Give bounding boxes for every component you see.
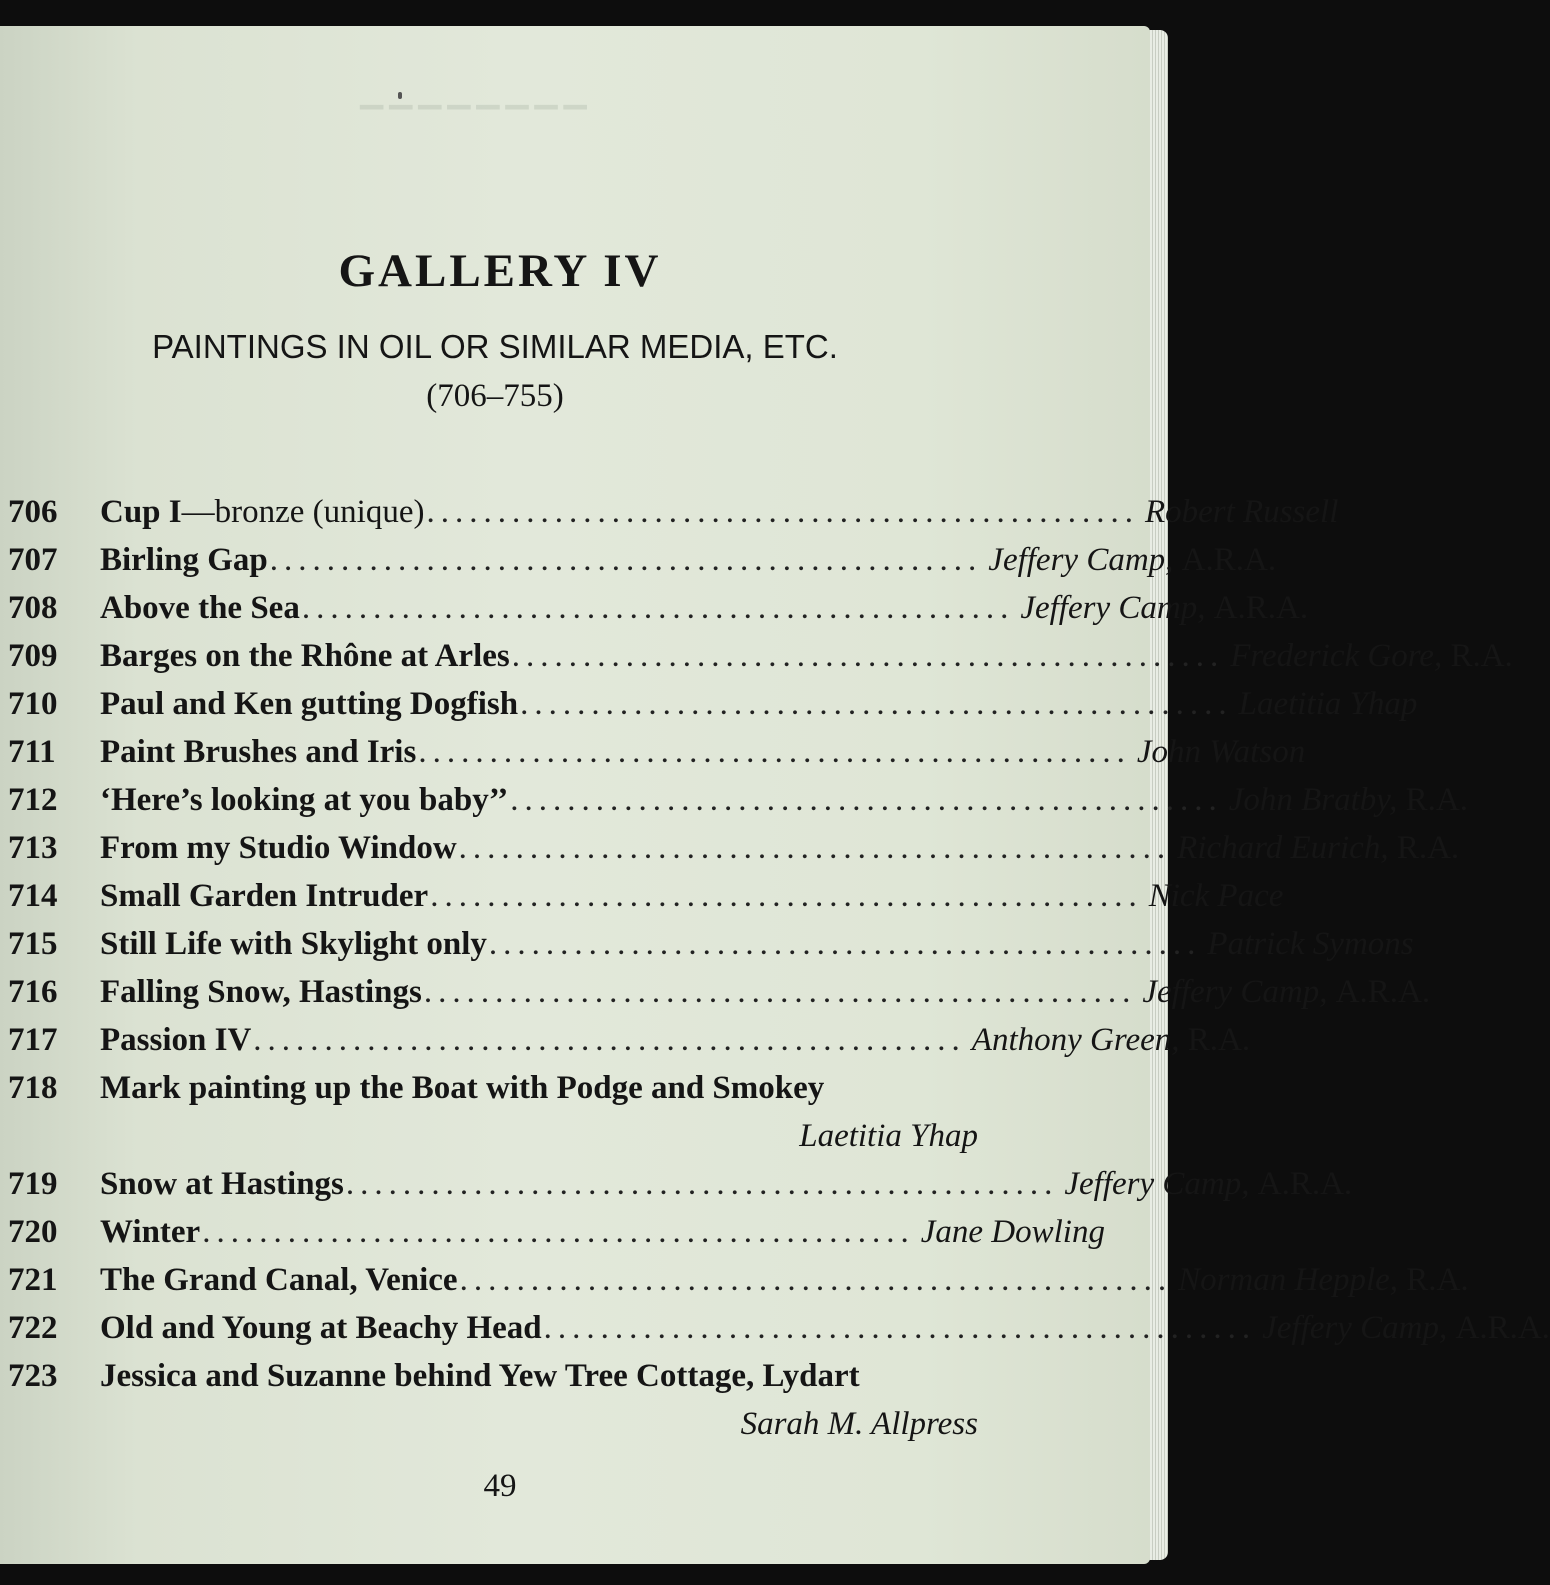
entry-artist: Jeffery Camp, <box>1064 1166 1250 1202</box>
dot-leader: .................................................. <box>488 926 1202 962</box>
entry-artist: Frederick Gore, <box>1230 638 1443 674</box>
entry-title: Birling Gap <box>100 542 268 578</box>
catalogue-entry <box>8 1352 978 1448</box>
dot-leader: .................................................. <box>520 686 1233 722</box>
dot-leader: .................................................. <box>269 542 983 578</box>
entry-title: Paul and Ken gutting Dogfish <box>100 686 519 722</box>
page-number: 49 <box>483 1468 517 1504</box>
catalogue-entry <box>8 1208 1105 1256</box>
artist-honour: R.A. <box>1405 782 1468 818</box>
entry-artist: John Watson <box>1136 734 1306 770</box>
catalogue-entry <box>8 680 1418 728</box>
entry-number: 721 <box>8 1262 58 1298</box>
entry-title: Barges on the Rhône at Arles <box>100 638 510 674</box>
entry-number: 715 <box>8 926 58 962</box>
entry-number: 712 <box>8 782 58 818</box>
entry-number: 716 <box>8 974 58 1010</box>
dot-leader: .................................................. <box>543 1310 1257 1346</box>
dot-leader: .................................................. <box>510 782 1223 818</box>
entry-number: 713 <box>8 830 58 866</box>
artist-honour: A.R.A. <box>1335 974 1431 1010</box>
catalogue-entry <box>8 1064 978 1160</box>
dot-leader: .................................................. <box>511 638 1225 674</box>
entry-title: Paint Brushes and Iris <box>100 734 417 770</box>
entry-number: 723 <box>8 1358 58 1394</box>
dot-leader: .................................................. <box>426 494 1139 530</box>
dust-speck <box>398 92 402 99</box>
artist-honour: R.A. <box>1187 1022 1251 1058</box>
entry-artist: Patrick Symons <box>1207 926 1414 962</box>
catalogue-entry <box>8 1304 1550 1352</box>
entry-title: From my Studio Window <box>100 830 457 866</box>
entry-title: Mark painting up the Boat with Podge and Smokey <box>100 1070 825 1106</box>
entry-title: Small Garden Intruder <box>100 878 429 914</box>
dot-leader: .................................................. <box>301 590 1015 626</box>
artist-honour: A.R.A. <box>1181 542 1277 578</box>
dot-leader: .................................................. <box>202 1214 915 1250</box>
dot-leader: .................................................. <box>345 1166 1059 1202</box>
catalogue-range: (706–755) <box>426 378 564 414</box>
entry-number: 714 <box>8 878 58 914</box>
entry-number: 717 <box>8 1022 58 1058</box>
catalogue-entry <box>8 920 1414 968</box>
catalogue-entry <box>8 968 1431 1016</box>
entry-artist: Jeffery Camp, <box>1142 974 1328 1010</box>
entry-artist: Norman Hepple, <box>1178 1262 1399 1298</box>
entry-title: Cup I <box>100 494 182 530</box>
entry-artist: John Bratby, <box>1228 782 1398 818</box>
entry-number: 711 <box>8 734 56 770</box>
gallery-title: GALLERY IV <box>338 245 662 297</box>
dot-leader: .................................................. <box>430 878 1143 914</box>
entry-title: The Grand Canal, Venice <box>100 1262 458 1298</box>
catalogue-entry <box>8 584 1309 632</box>
entry-number: 722 <box>8 1310 58 1346</box>
entry-artist: Nick Pace <box>1148 878 1284 914</box>
entry-number: 710 <box>8 686 58 722</box>
catalogue-entry <box>8 536 1277 584</box>
dot-leader: .................................................. <box>423 974 1137 1010</box>
entry-artist: Sarah M. Allpress <box>740 1406 978 1442</box>
artist-honour: A.R.A. <box>1213 590 1309 626</box>
dot-leader: .................................................. <box>458 830 1172 866</box>
catalogue-entry <box>8 488 1339 536</box>
entry-title: Falling Snow, Hastings <box>100 974 422 1010</box>
catalogue-entry <box>8 1160 1353 1208</box>
entry-number: 719 <box>8 1166 58 1202</box>
entry-title: Old and Young at Beachy Head <box>100 1310 542 1346</box>
catalogue-entry <box>8 1256 1469 1304</box>
entry-artist: Jane Dowling <box>920 1214 1105 1250</box>
dot-leader: .................................................. <box>253 1022 966 1058</box>
dot-leader: .................................................. <box>459 1262 1173 1298</box>
artist-honour: R.A. <box>1406 1262 1469 1298</box>
entry-number: 709 <box>8 638 58 674</box>
artist-honour: A.R.A. <box>1257 1166 1353 1202</box>
catalogue-entry <box>8 776 1468 824</box>
entry-title: Still Life with Skylight only <box>100 926 487 962</box>
entry-artist: Jeffery Camp, <box>988 542 1174 578</box>
entry-artist: Anthony Green, <box>971 1022 1180 1058</box>
catalogue-page <box>0 26 1550 1564</box>
entry-artist: Laetitia Yhap <box>1238 686 1418 722</box>
entry-title: Above the Sea <box>100 590 300 626</box>
entry-title: Jessica and Suzanne behind Yew Tree Cottage, Lydart <box>100 1358 860 1394</box>
catalogue-entry <box>8 872 1284 920</box>
entry-number: 718 <box>8 1070 58 1106</box>
entry-artist: Laetitia Yhap <box>799 1118 978 1154</box>
entry-title: Snow at Hastings <box>100 1166 344 1202</box>
entry-artist: Robert Russell <box>1144 494 1339 530</box>
catalogue-entry <box>8 632 1513 680</box>
artist-honour: R.A. <box>1450 638 1513 674</box>
entry-title: Passion IV <box>100 1022 252 1058</box>
entry-title: Winter <box>100 1214 201 1250</box>
catalogue-entry <box>8 1016 1251 1064</box>
gallery-subtitle: PAINTINGS IN OIL OR SIMILAR MEDIA, ETC. <box>152 328 838 365</box>
catalogue-entry <box>8 824 1460 872</box>
entry-artist: Richard Eurich, <box>1177 830 1389 866</box>
catalogue-entry <box>8 728 1306 776</box>
dot-leader: .................................................. <box>418 734 1131 770</box>
entry-number: 720 <box>8 1214 58 1250</box>
entry-number: 707 <box>8 542 58 578</box>
entry-artist: Jeffery Camp, <box>1262 1310 1448 1346</box>
entry-title: ‘Here’s looking at you baby’’ <box>100 782 509 818</box>
entry-number: 706 <box>8 494 58 530</box>
bleed-through: ▔▔▔▔▔▔▔▔ <box>360 107 593 140</box>
artist-honour: R.A. <box>1396 830 1460 866</box>
entry-artist: Jeffery Camp, <box>1020 590 1206 626</box>
entry-title-rest: —bronze (unique) <box>181 494 425 530</box>
artist-honour: A.R.A. <box>1455 1310 1550 1346</box>
entry-number: 708 <box>8 590 58 626</box>
